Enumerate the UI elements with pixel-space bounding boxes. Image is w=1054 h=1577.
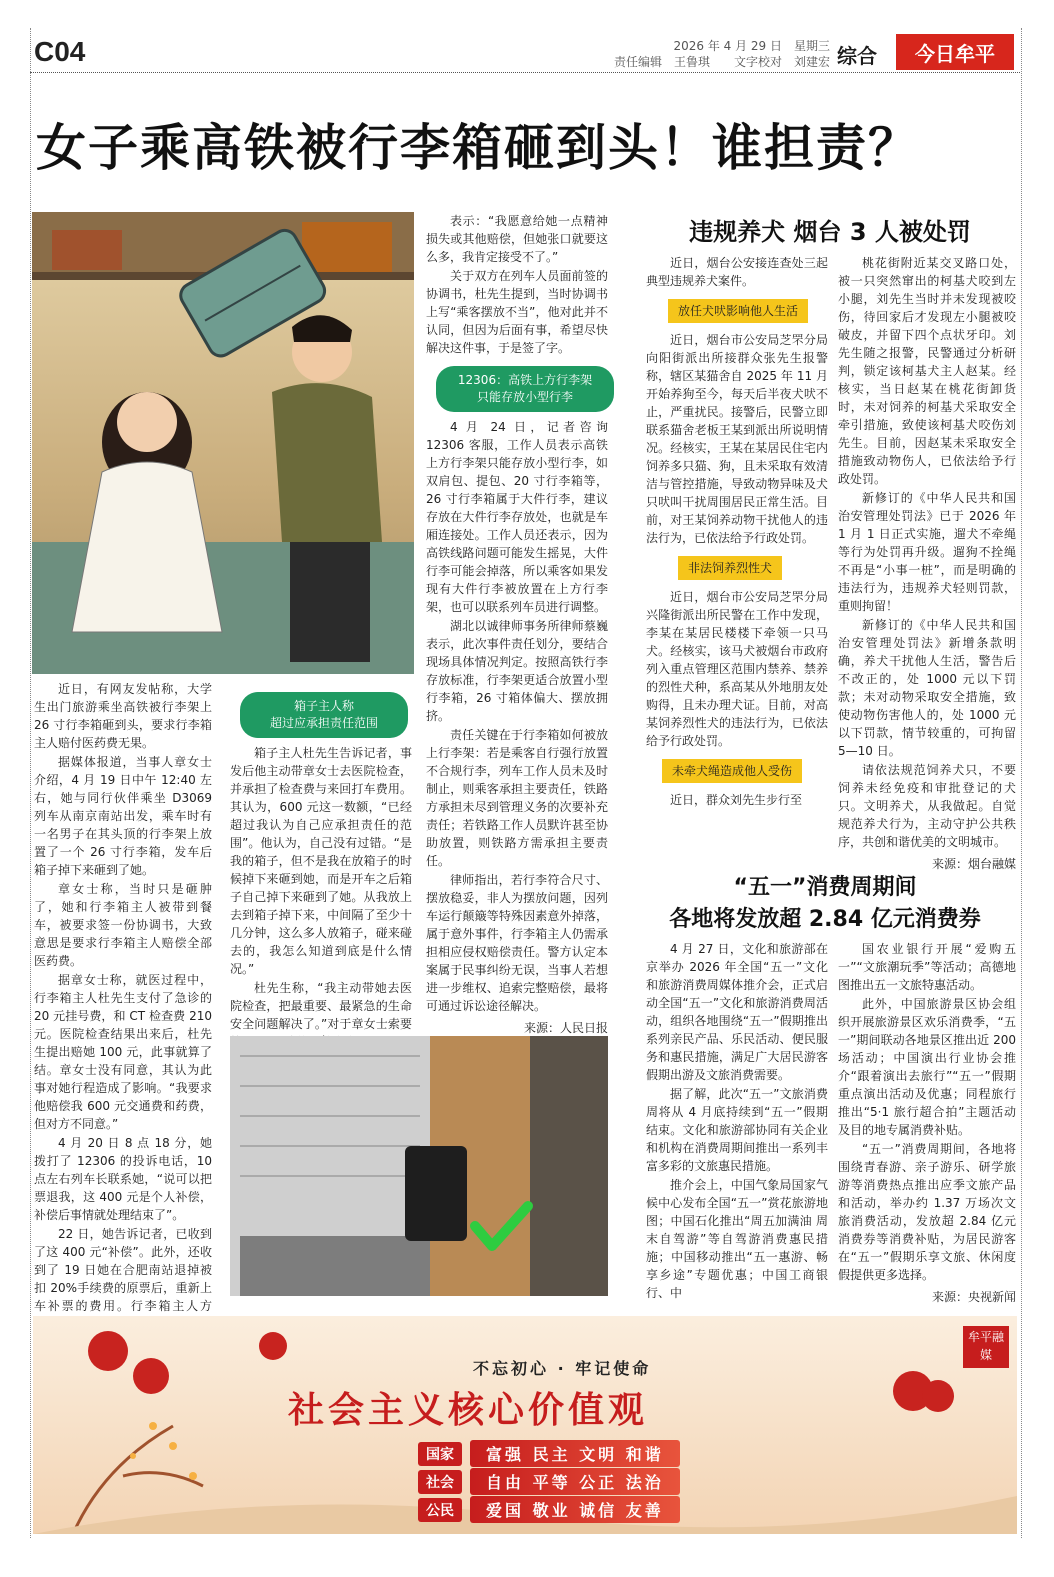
paragraph: 近日，烟台市公安局芝罘分局兴隆街派出所民警在工作中发现，李某在某居民楼楼下牵领一只马犬。经核实，该马犬被烟台市政府列入重点管理区范围内禁养、禁养的烈性犬种，系高某从外地朋友处购得，且未办理犬证。目前，对高某饲养烈性犬的违法行为，已依法给予行政处罚。 <box>646 590 828 748</box>
paragraph: 近日，群众刘先生步行至 <box>670 793 803 807</box>
paragraph: 请依法规范饲养犬只，不要饲养未经免疫和审批登记的犬只。文明养犬，从我做起。自觉规范养犬行为，主动守护公共秩序，共创和谐优美的文明城市。 <box>838 763 1016 849</box>
luggage-photo <box>230 1036 608 1296</box>
paragraph: 章女士称，当时只是砸肿了，她和行李箱主人被带到餐车，被要求签一份协调书，大致意思是要求行李箱主人赔偿全部医药费。 <box>34 882 212 968</box>
paragraph: 国农业银行开展“爱购五一”“文旅潮玩季”等活动；高德地图推出五一文旅特惠活动。 <box>838 942 1016 992</box>
train-scene-illustration <box>32 212 414 674</box>
article1-col2 <box>230 744 412 1052</box>
paragraph: 据媒体报道，当事人章女士介绍，4 月 19 日中午 12:40 左右，她与同行伙伴乘坐 D3069 列车从南京南站出发，乘车时有一名男子在其头顶的行李架上放置了一个 26 寸行李箱，发车后箱子掉下来砸到了她。 <box>34 755 212 877</box>
paragraph: “五一”消费周期间，各地将围绕青春游、亲子游乐、研学旅游等消费热点推出应季文旅产品和活动，举办约 1.37 万场次文旅消费活动，发放超 2.84 亿元消费券等消费补贴，为居民游客在“五一”假期乐享文旅、休闲度假提供更多选择。 <box>838 1142 1016 1282</box>
editors: 责任编辑 王鲁琪 文字校对 刘建宏 <box>613 55 830 69</box>
paragraph: 4 月 27 日，文化和旅游部在京举办 2026 年全国“五一”文化和旅游消费周媒体推介会，正式启动全国“五一”文化和旅游消费周活动，组织各地围绕“五一”假期推出系列亲民产品、乐民活动、便民服务和惠民措施，满足广大居民游客假期出游及文旅消费需要。 <box>646 942 828 1082</box>
subhead-pill-12306: 12306：高铁上方行李架 只能存放小型行李 <box>436 366 614 412</box>
paragraph: 22 日，她告诉记者，已收到了这 400 元“补偿”。此外，还收到了 19 日她在合肥南站退掉被扣 20%手续费的原票后，重新上车补票的费用。行李箱主人方 <box>34 1227 212 1313</box>
paragraph: 新修订的《中华人民共和国治安管理处罚法》新增条款明确，养犬干扰他人生活，警告后不改正的，处 1000 元以下罚款；未对动物采取安全措施，致使动物伤害他人的，处 1000 元以下罚款，情节较重的，可拘留 5—10 日。 <box>838 618 1016 758</box>
paragraph: 近日，烟台公安接连查处三起典型违规养犬案件。 <box>646 256 828 288</box>
paragraph: 据章女士称，就医过程中，行李箱主人杜先生支付了急诊的 20 元挂号费，和 CT 检查费 210 元。医院检查结果出来后，杜先生提出赔她 100 元，此事就算了结。章女士没有同意，其认为此事对她行程造成了影响。“我要求他赔偿我 600 元交通费和药费，但对方不同意。” <box>34 973 212 1131</box>
values-text: 自由 平等 公正 法治 <box>470 1468 680 1495</box>
date: 2026 年 4 月 29 日 星期三 <box>673 39 830 53</box>
article2-source: 来源：烟台融媒 <box>931 857 1016 871</box>
paragraph: 据了解，此次“五一”文旅消费周将从 4 月底持续到“五一”假期结束。文化和旅游部协同有关企业和机构在消费周期间推出一系列丰富多彩的文旅惠民措施。 <box>646 1087 828 1173</box>
banner-title: 社会主义核心价值观 <box>288 1389 649 1431</box>
header-rule <box>30 72 1020 73</box>
values-row-nation <box>418 1440 680 1467</box>
article3-source: 来源：央视新闻 <box>931 1290 1016 1304</box>
values-text: 富强 民主 文明 和谐 <box>470 1440 680 1467</box>
subhead-pill-owner: 箱子主人称 超过应承担责任范围 <box>240 692 408 738</box>
paragraph: 杜先生称，“我主动带她去医院检查，把最重要、最紧急的生命安全问题解决了。”对于章女士索要 <box>230 981 412 1031</box>
paragraph: 湖北以诚律师事务所律师蔡巍表示，此次事件责任划分，要结合现场具体情况判定。按照高铁行李存放标准，行李架更适合放置小型行李箱，26 寸箱体偏大、摆放拥挤。 <box>426 619 608 723</box>
paragraph: 表示：“我愿意给她一点精神损失或其他赔偿，但她张口就要这么多，我肯定接受不了。” <box>426 214 608 264</box>
paragraph: 近日，有网友发帖称，大学生出门旅游乘坐高铁被行李架上 26 寸行李箱砸到头，要求行李箱主人赔付医药费无果。 <box>34 682 212 750</box>
subhead-barking: 放任犬吠影响他人生活 <box>668 299 808 323</box>
article1-col1 <box>34 680 212 1388</box>
values-tag: 社会 <box>418 1470 462 1494</box>
article2-title: 违规养犬 烟台 3 人被处罚 <box>689 218 971 246</box>
values-row-citizen <box>418 1496 680 1523</box>
article1-col3a <box>426 212 608 358</box>
paragraph: 箱子主人杜先生告诉记者，事发后他主动带章女士去医院检查，并承担了检查费与来回打车费用。其认为，600 元这一数额，“已经超过我认为自己应承担责任的范围”。他认为，自己没有过错。“是我的箱子，但不是我在放箱子的时候掉下来砸到她，而是开车之后箱子自己掉下来砸到了她。从我放上去到箱子掉下来，中间隔了至少十几分钟，这么多人放箱子，碰来碰去的，我怎么知道到底是什么情况。” <box>230 746 412 976</box>
headline: 女子乘高铁被行李箱砸到头！谁担责？ <box>36 119 920 177</box>
paragraph: 4 月 24 日，记者咨询 12306 客服，工作人员表示高铁上方行李架只能存放小型行李，如双肩包、提包、20 寸行李箱等，26 寸行李箱属于大件行李，建议存放在大件行李存放处，也就是车厢连接处。工作人员还表示，因为高铁线路问题可能发生摇晃，大件行李可能会掉落，所以乘客如果发现有大件行李被放置在上方行李架，也可以联系列车员进行调整。 <box>426 420 608 614</box>
subhead-dangerous-dog: 非法饲养烈性犬 <box>678 556 782 580</box>
dateline <box>600 38 830 70</box>
article3-col1 <box>646 940 828 1303</box>
article2-col1 <box>646 254 828 810</box>
paragraph: 责任关键在于行李箱如何被放上行李架：若是乘客自行强行放置不合规行李，列车工作人员未及时制止，则乘客承担主要责任，铁路方承担未尽到管理义务的次要补充责任；若铁路工作人员默许甚至协助放置，则铁路方需承担主要责任。 <box>426 728 608 868</box>
article3-title-line2: 各地将发放超 2.84 亿元消费券 <box>669 907 981 932</box>
paragraph: 此外，中国旅游景区协会组织开展旅游景区欢乐消费季，“五一”期间联动各地景区推出近 200 场活动；中国演出行业协会推介“跟着演出去旅行”“五一”假期重点演出活动及优惠；同程旅行推出“5·1 旅行超合拍”主题活动及目的地专属消费补贴。 <box>838 997 1016 1137</box>
article2-col2 <box>838 254 1016 873</box>
paragraph: 新修订的《中华人民共和国治安管理处罚法》已于 2026 年 1 月 1 日正式实施，遛犬不牵绳等行为处罚再升级。遛狗不拴绳不再是“小事一桩”，而是明确的违法行为，违规养犬轻则罚款，重则拘留！ <box>838 491 1016 613</box>
paragraph: 桃花街附近某交叉路口处，被一只突然窜出的柯基犬咬到左小腿，刘先生当时并未发现被咬伤，待回家后才发现左小腿被咬破皮，并留下四个点状牙印。刘先生随之报警，民警通过分析研判，锁定该柯基犬主人赵某。经核实，当日赵某在桃花街卸货时，未对饲养的柯基犬采取安全牵引措施，致使该柯基犬咬伤刘先生。目前，因赵某未采取安全措施致动物伤人，已依法给予行政处罚。 <box>838 256 1016 486</box>
article3-title-line1: “五一”消费周期间 <box>733 875 917 900</box>
subhead-no-leash: 未牵犬绳造成他人受伤 <box>662 759 802 783</box>
values-tag: 国家 <box>418 1442 462 1466</box>
illustration <box>32 212 414 674</box>
core-values-banner <box>33 1316 1017 1534</box>
masthead-logo: 今日牟平 <box>896 34 1014 70</box>
section-name: 综合 <box>837 46 877 68</box>
paragraph: 4 月 20 日 8 点 18 分，她拨打了 12306 的投诉电话，10 点左右列车长联系她，“说可以把票退我，这 400 元是个人补偿，补偿后事情就处理结束了”。 <box>34 1136 212 1222</box>
luggage-rack-photo <box>230 1036 608 1296</box>
paragraph: 关于双方在列车人员面前签的协调书，杜先生提到，当时协调书上写“乘客摆放不当”，他对此并不认同，但因为后面有事，希望尽快解决这件事，于是签了字。 <box>426 269 608 355</box>
article1-source: 来源：人民日报 <box>523 1021 608 1035</box>
paragraph: 近日，烟台市公安局芝罘分局向阳街派出所接群众张先生报警称，辖区某猫舍自 2025 年 11 月开始养狗至今，每天后半夜犬吠不止，严重扰民。接警后，民警立即联系猫舍老板王某到派出所说明情况。经核实，王某在某居民住宅内饲养多只猫、狗，且未采取有效清洁与管控措施，导致动物异味及犬只吠叫干扰周围居民正常生活。目前，对王某饲养动物干扰他人的违法行为，已依法给予行政处罚。 <box>646 333 828 545</box>
values-tag: 公民 <box>418 1498 462 1522</box>
paragraph: 律师指出，若行李符合尺寸、摆放稳妥，非人为摆放问题，因列车运行颠簸等特殊因素意外掉落，属于意外事件，行李箱主人仍需承担相应侵权赔偿责任。警方认定本案属于民事纠纷无误，当事人若想进一步维权、追索完整赔偿，最将可通过诉讼途径解决。 <box>426 873 608 1013</box>
paragraph: 推介会上，中国气象局国家气候中心发布全国“五一”赏花旅游地图；中国石化推出“周五加满油 周末自驾游”等自驾游消费惠民措施；中国移动推出“五一惠游、畅享乡途”专题优惠；中国工商银行、中 <box>646 1178 828 1300</box>
banner-tagline: 不忘初心 · 牢记使命 <box>473 1359 652 1378</box>
rongmei-logo: 牟平融媒 <box>963 1326 1009 1368</box>
values-row-society <box>418 1468 680 1495</box>
article3-col2 <box>838 940 1016 1306</box>
values-text: 爱国 敬业 诚信 友善 <box>470 1496 680 1523</box>
page-number: C04 <box>34 36 86 67</box>
article1-col3b <box>426 418 608 1037</box>
